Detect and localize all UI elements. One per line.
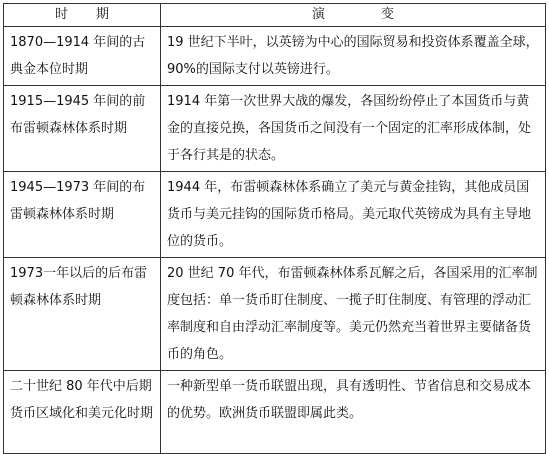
header-period-char-1: 时 <box>54 7 68 22</box>
header-period-char-2: 期 <box>96 7 110 22</box>
table-header-row <box>4 4 546 27</box>
header-evolution-char-2: 变 <box>381 7 395 22</box>
evolution-cell: 20 世纪 70 年代，布雷顿森林体系瓦解之后，各国采用的汇率制度包括：单一货币盯住制度、一揽子盯住制度、有管理的浮动汇率制度和自由浮动汇率制度等。美元仍然充当着世界主要储备货币的角色。 <box>161 258 546 371</box>
header-evolution-char-1: 演 <box>311 7 325 22</box>
evolution-cell: 19 世纪下半叶，以英镑为中心的国际贸易和投资体系覆盖全球，90%的国际支付以英镑进行。 <box>161 27 546 86</box>
header-period <box>4 4 161 27</box>
evolution-cell: 1914 年第一次世界大战的爆发，各国纷纷停止了本国货币与黄金的直接兑换，各国货币之间没有一个固定的汇率形成体制，处于各行其是的状态。 <box>161 86 546 172</box>
currency-history-table <box>3 3 546 454</box>
table-row <box>4 258 546 371</box>
period-cell: 1870—1914 年间的古典金本位时期 <box>4 27 161 86</box>
period-cell: 1973一年以后的后布雷顿森林体系时期 <box>4 258 161 371</box>
table-row <box>4 371 546 454</box>
header-evolution <box>161 4 546 27</box>
period-cell: 1945—1973 年间的布雷顿森林体系时期 <box>4 172 161 258</box>
evolution-cell: 一种新型单一货币联盟出现，具有透明性、节省信息和交易成本的优势。欧洲货币联盟即属此类。 <box>161 371 546 454</box>
period-cell: 二十世纪 80 年代中后期货币区域化和美元化时期 <box>4 371 161 454</box>
table-row <box>4 27 546 86</box>
table-row <box>4 86 546 172</box>
period-cell: 1915—1945 年间的前布雷顿森林体系时期 <box>4 86 161 172</box>
evolution-cell: 1944 年，布雷顿森林体系确立了美元与黄金挂钩，其他成员国货币与美元挂钩的国际货币格局。美元取代英镑成为具有主导地位的货币。 <box>161 172 546 258</box>
table-row <box>4 172 546 258</box>
